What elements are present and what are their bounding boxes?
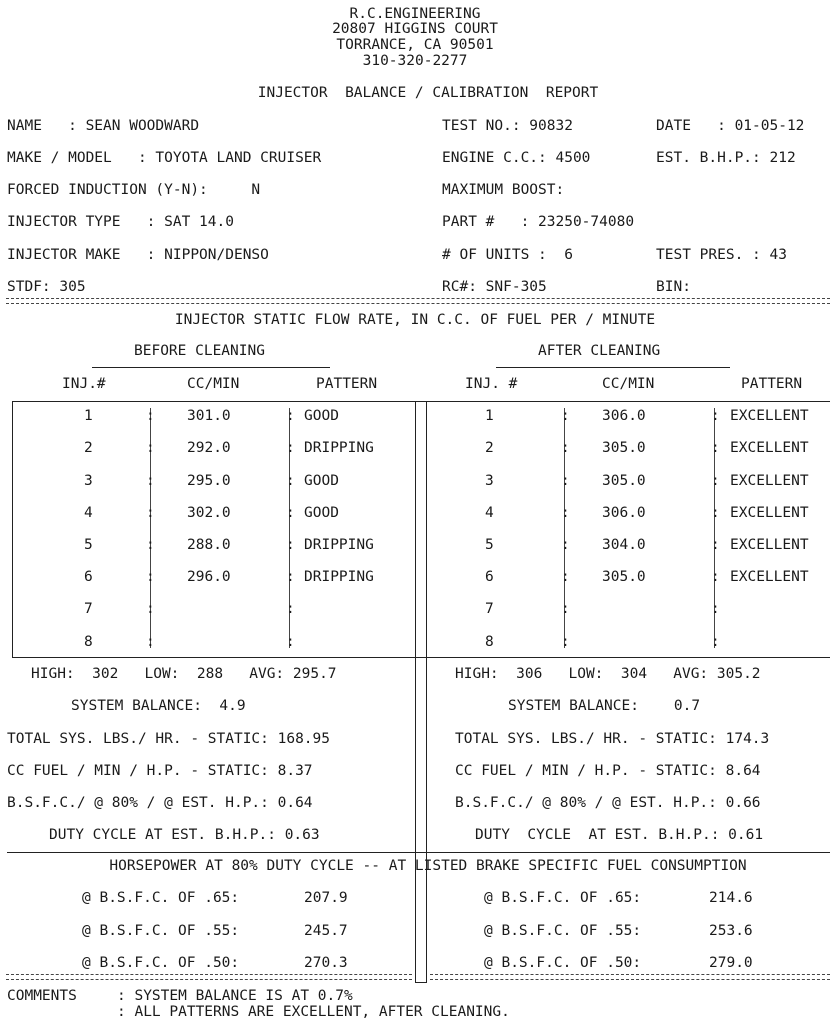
injector-make: INJECTOR MAKE : NIPPON/DENSO — [7, 247, 269, 263]
comment-line-1: : SYSTEM BALANCE IS AT 0.7% — [117, 988, 353, 1004]
center-divider-left — [415, 401, 416, 983]
cc-value: 295.0 — [187, 473, 231, 489]
engine-cc: ENGINE C.C.: 4500 — [442, 150, 591, 166]
before-total-lbs: TOTAL SYS. LBS./ HR. - STATIC: 168.95 — [7, 731, 331, 747]
before-heading-underline — [92, 367, 330, 368]
sep-colon: : — [286, 505, 295, 521]
maximum-boost: MAXIMUM BOOST: — [442, 182, 565, 198]
pattern-value: EXCELLENT — [730, 440, 809, 456]
make-model: MAKE / MODEL : TOYOTA LAND CRUISER — [7, 150, 322, 166]
horsepower-title: HORSEPOWER AT 80% DUTY CYCLE -- AT LISTED BRAKE SPECIFIC FUEL CONSUMPTION — [109, 858, 747, 874]
bsfc-value: 279.0 — [709, 955, 753, 971]
after-col-pattern: PATTERN — [741, 376, 803, 392]
number-of-units: # OF UNITS : 6 — [442, 247, 573, 263]
table-top-border — [12, 401, 830, 402]
bsfc-label: @ B.S.F.C. OF .65: — [484, 890, 642, 906]
after-bsfc: B.S.F.C./ @ 80% / @ EST. H.P.: 0.66 — [455, 795, 761, 811]
bsfc-value: 207.9 — [304, 890, 348, 906]
comment-line-2: : ALL PATTERNS ARE EXCELLENT, AFTER CLEANING. — [117, 1004, 510, 1020]
sep-colon: : — [146, 569, 155, 585]
after-cleaning-heading: AFTER CLEANING — [538, 343, 661, 359]
test-date: DATE : 01-05-12 — [656, 118, 805, 134]
sep-colon: : — [286, 408, 295, 424]
before-high-low-avg: HIGH: 302 LOW: 288 AVG: 295.7 — [31, 666, 337, 682]
flow-rate-title: INJECTOR STATIC FLOW RATE, IN C.C. OF FUEL PER / MINUTE — [174, 312, 656, 328]
before-col-pattern: PATTERN — [316, 376, 378, 392]
cc-value: 301.0 — [187, 408, 231, 424]
before-bsfc: B.S.F.C./ @ 80% / @ EST. H.P.: 0.64 — [7, 795, 313, 811]
sep-colon: : — [286, 440, 295, 456]
sep-colon: : — [146, 537, 155, 553]
customer-name: NAME : SEAN WOODWARD — [7, 118, 200, 134]
cc-value: 305.0 — [602, 440, 646, 456]
cc-value: 305.0 — [602, 473, 646, 489]
pattern-value: GOOD — [304, 408, 339, 424]
bottom-divider-left — [6, 974, 412, 980]
sep-colon: : — [286, 634, 295, 650]
part-number: PART # : 23250-74080 — [442, 214, 635, 230]
center-divider-right — [426, 401, 427, 983]
sep-colon: : — [146, 473, 155, 489]
cc-value: 305.0 — [602, 569, 646, 585]
pattern-value: EXCELLENT — [730, 473, 809, 489]
pattern-value: EXCELLENT — [730, 408, 809, 424]
report-title: INJECTOR BALANCE / CALIBRATION REPORT — [257, 85, 599, 101]
sep-colon: : — [286, 537, 295, 553]
inj-number: 6 — [84, 569, 93, 585]
company-name: R.C.ENGINEERING — [349, 6, 481, 22]
test-number: TEST NO.: 90832 — [442, 118, 573, 134]
bsfc-value: 253.6 — [709, 923, 753, 939]
cc-value: 292.0 — [187, 440, 231, 456]
before-cleaning-heading: BEFORE CLEANING — [134, 343, 265, 359]
after-col-ccmin: CC/MIN — [602, 376, 655, 392]
sep-colon: : — [146, 634, 155, 650]
sep-colon: : — [711, 601, 720, 617]
cc-value: 302.0 — [187, 505, 231, 521]
bsfc-value: 214.6 — [709, 890, 753, 906]
stdf: STDF: 305 — [7, 279, 86, 295]
after-total-lbs: TOTAL SYS. LBS./ HR. - STATIC: 174.3 — [455, 731, 770, 747]
bsfc-label: @ B.S.F.C. OF .50: — [82, 955, 240, 971]
sep-colon: : — [146, 505, 155, 521]
inj-number: 7 — [485, 601, 494, 617]
center-divider-cap — [415, 982, 427, 983]
inj-number: 5 — [84, 537, 93, 553]
inj-number: 3 — [485, 473, 494, 489]
double-dashed-divider — [6, 298, 830, 304]
after-high-low-avg: HIGH: 306 LOW: 304 AVG: 305.2 — [455, 666, 761, 682]
sep-colon: : — [711, 408, 720, 424]
sep-colon: : — [286, 473, 295, 489]
est-bhp: EST. B.H.P.: 212 — [656, 150, 796, 166]
sep-colon: : — [561, 408, 570, 424]
pattern-value: EXCELLENT — [730, 537, 809, 553]
sep-colon: : — [561, 634, 570, 650]
cc-value: 306.0 — [602, 505, 646, 521]
table-left-border — [12, 401, 13, 658]
pattern-value: GOOD — [304, 473, 339, 489]
sep-colon: : — [146, 408, 155, 424]
sep-colon: : — [286, 569, 295, 585]
before-system-balance: SYSTEM BALANCE: 4.9 — [71, 698, 246, 714]
inj-number: 1 — [485, 408, 494, 424]
bottom-divider-right — [430, 974, 830, 980]
after-heading-underline — [496, 367, 730, 368]
inj-number: 8 — [84, 634, 93, 650]
table-bottom-border — [12, 657, 830, 658]
inj-number: 4 — [84, 505, 93, 521]
before-col-inj: INJ.# — [62, 376, 106, 392]
forced-induction: FORCED INDUCTION (Y-N): N — [7, 182, 261, 198]
sep-colon: : — [561, 569, 570, 585]
rc-number: RC#: SNF-305 — [442, 279, 547, 295]
sep-colon: : — [711, 505, 720, 521]
inj-number: 4 — [485, 505, 494, 521]
cc-value: 296.0 — [187, 569, 231, 585]
pattern-value: EXCELLENT — [730, 505, 809, 521]
sep-colon: : — [146, 440, 155, 456]
bin: BIN: — [656, 279, 691, 295]
after-duty-cycle: DUTY CYCLE AT EST. B.H.P.: 0.61 — [475, 827, 764, 843]
cc-value: 304.0 — [602, 537, 646, 553]
inj-number: 3 — [84, 473, 93, 489]
inj-number: 8 — [485, 634, 494, 650]
inj-number: 2 — [84, 440, 93, 456]
pattern-value: DRIPPING — [304, 440, 374, 456]
sep-colon: : — [711, 440, 720, 456]
test-pressure: TEST PRES. : 43 — [656, 247, 787, 263]
sep-colon: : — [561, 440, 570, 456]
bsfc-value: 245.7 — [304, 923, 348, 939]
cc-value: 288.0 — [187, 537, 231, 553]
bsfc-label: @ B.S.F.C. OF .65: — [82, 890, 240, 906]
before-cc-fuel-hp: CC FUEL / MIN / H.P. - STATIC: 8.37 — [7, 763, 313, 779]
sep-colon: : — [561, 537, 570, 553]
sep-colon: : — [561, 601, 570, 617]
company-phone: 310-320-2277 — [362, 53, 468, 69]
bsfc-label: @ B.S.F.C. OF .55: — [82, 923, 240, 939]
sep-colon: : — [711, 473, 720, 489]
sep-colon: : — [711, 537, 720, 553]
after-cc-fuel-hp: CC FUEL / MIN / H.P. - STATIC: 8.64 — [455, 763, 761, 779]
sep-colon: : — [711, 569, 720, 585]
bsfc-value: 270.3 — [304, 955, 348, 971]
pattern-value: GOOD — [304, 505, 339, 521]
pattern-value: DRIPPING — [304, 537, 374, 553]
sep-colon: : — [711, 634, 720, 650]
after-system-balance: SYSTEM BALANCE: 0.7 — [508, 698, 701, 714]
sep-colon: : — [146, 601, 155, 617]
inj-number: 1 — [84, 408, 93, 424]
inj-number: 5 — [485, 537, 494, 553]
before-duty-cycle: DUTY CYCLE AT EST. B.H.P.: 0.63 — [49, 827, 320, 843]
company-city: TORRANCE, CA 90501 — [336, 37, 494, 53]
sep-colon: : — [286, 601, 295, 617]
sep-colon: : — [561, 505, 570, 521]
injector-type: INJECTOR TYPE : SAT 14.0 — [7, 214, 234, 230]
company-street: 20807 HIGGINS COURT — [332, 21, 498, 37]
inj-number: 2 — [485, 440, 494, 456]
before-col-ccmin: CC/MIN — [187, 376, 240, 392]
comments-label: COMMENTS — [7, 988, 77, 1004]
inj-number: 7 — [84, 601, 93, 617]
sep-colon: : — [561, 473, 570, 489]
pattern-value: DRIPPING — [304, 569, 374, 585]
cc-value: 306.0 — [602, 408, 646, 424]
pattern-value: EXCELLENT — [730, 569, 809, 585]
bsfc-label: @ B.S.F.C. OF .55: — [484, 923, 642, 939]
hp-section-divider — [7, 852, 830, 853]
bsfc-label: @ B.S.F.C. OF .50: — [484, 955, 642, 971]
after-col-inj: INJ. # — [465, 376, 518, 392]
inj-number: 6 — [485, 569, 494, 585]
